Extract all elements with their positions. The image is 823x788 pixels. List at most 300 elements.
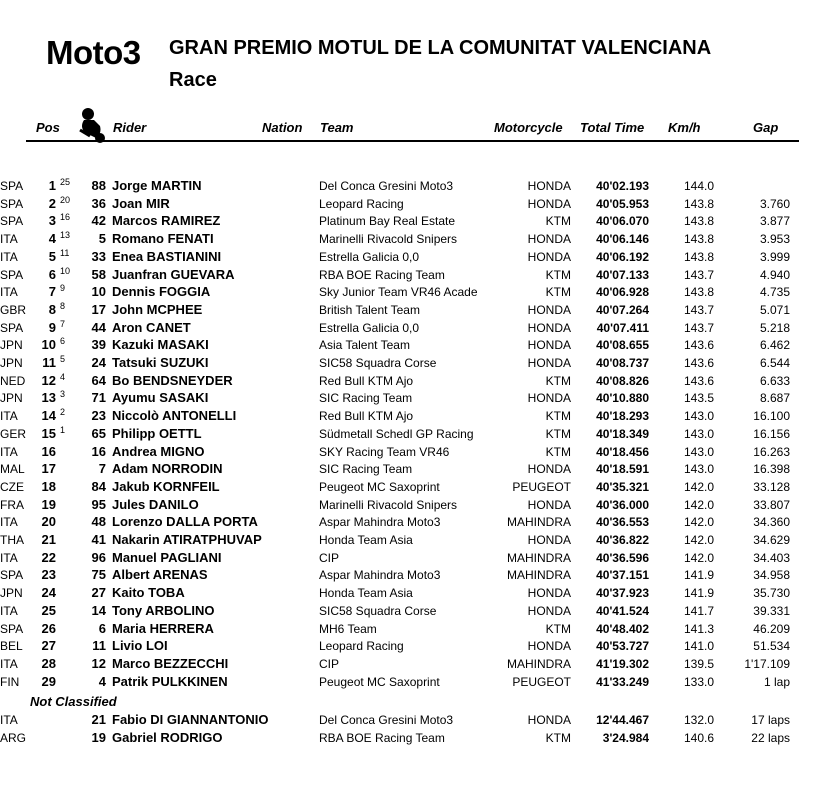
gap: 34.958 [753,568,790,583]
rider-number: 44 [91,319,106,335]
team-name: CIP [319,550,340,565]
motorcycle: KTM [545,621,571,636]
rider-number: 21 [91,712,106,727]
rider-name: Fabio DI GIANNANTONIO [112,712,269,727]
rider-nation: ITA [0,550,18,565]
result-position: 26 [41,620,56,636]
rider-number: 11 [92,638,106,654]
rider-number: 5 [98,231,106,247]
table-row [0,478,823,496]
result-position: 6 [48,266,56,282]
total-time: 41'19.302 [596,656,649,671]
rider-name: Manuel PAGLIANI [112,549,222,565]
motorcycle: HONDA [527,338,571,353]
rider-number: 23 [91,408,106,424]
rider-nation: JPN [0,356,23,370]
team-name: RBA BOE Racing Team [319,731,445,745]
rider-nation: CZE [0,479,24,494]
motorcycle: MAHINDRA [506,515,571,530]
gap: 51.534 [753,639,790,654]
rider-number: 24 [91,355,106,370]
result-position: 19 [41,496,56,512]
rider-name: Lorenzo DALLA PORTA [112,514,258,530]
table-row [0,531,823,549]
team-name: Del Conca Gresini Moto3 [319,179,454,193]
total-time: 40'08.737 [596,356,649,370]
rider-name: Nakarin ATIRATPHUVAP [112,532,262,547]
rider-nation: SPA [0,568,24,583]
grid-position: 16 [60,212,71,223]
rider-number: 16 [91,443,106,459]
gap: 16.398 [753,462,790,477]
speed-kmh: 142.0 [683,515,714,530]
result-position: 25 [41,602,56,618]
gap: 3.999 [759,249,790,264]
gap: 3.953 [759,232,790,247]
motorcycle: PEUGEOT [512,674,571,689]
rider-name: Philipp OETTL [112,425,202,441]
gap: 8.687 [759,391,790,406]
column-header-total-time: Total Time [580,120,645,135]
rider-nation: MAL [0,462,25,477]
team-name: British Talent Team [319,302,420,317]
team-name: Estrella Galicia 0,0 [319,249,420,264]
rider-name: Dennis FOGGIA [112,284,211,300]
motorcycle: HONDA [527,320,571,335]
rider-nation: ITA [0,409,18,424]
team-name: MH6 Team [319,621,377,636]
motorcycle: KTM [545,373,571,388]
rider-nation: SPA [0,196,24,211]
speed-kmh: 133.0 [683,674,714,689]
speed-kmh: 142.0 [683,550,714,565]
speed-kmh: 142.0 [683,497,714,512]
result-position: 1 [48,178,56,193]
rider-nation: NED [0,373,26,388]
grid-position: 1 [60,424,66,435]
rider-name: Albert ARENAS [112,567,208,583]
rider-nation: JPN [0,338,23,353]
rider-number: 84 [91,478,106,494]
speed-kmh: 142.0 [683,533,714,547]
rider-nation: JPN [0,391,23,406]
motorcycle: HONDA [527,586,571,601]
total-time: 40'35.321 [596,479,649,494]
rider-name: Andrea MIGNO [112,443,205,459]
result-position: 3 [48,213,56,229]
speed-kmh: 143.0 [683,426,714,441]
result-position: 8 [48,301,56,317]
rider-number: 33 [91,248,106,264]
rider-nation: ITA [0,603,18,618]
team-name: Aspar Mahindra Moto3 [319,515,441,530]
motorcycle: PEUGEOT [512,479,571,494]
motorcycle: HONDA [527,713,571,727]
rider-number: 4 [98,673,106,689]
rider-nation: SPA [0,179,24,193]
motorcycle: HONDA [527,356,571,370]
gap: 5.218 [759,320,790,335]
gap: 39.331 [753,603,790,618]
column-header-nation: Nation [262,120,303,135]
speed-kmh: 143.7 [683,302,714,317]
grid-position: 4 [60,371,66,382]
total-time: 40'36.553 [596,515,649,530]
result-position: 27 [41,638,56,654]
rider-number: 95 [91,496,106,512]
total-time: 40'07.264 [596,302,649,317]
team-name: Marinelli Rivacold Snipers [319,497,458,512]
rider-name: Jakub KORNFEIL [112,478,220,494]
result-position: 16 [41,443,56,459]
rider-nation: JPN [0,586,23,601]
grid-position: 9 [60,283,66,294]
rider-nation: SPA [0,621,24,636]
gap: 22 laps [751,731,790,745]
rider-number: 41 [91,532,106,547]
rider-nation: BEL [0,639,23,654]
table-row [0,549,823,567]
speed-kmh: 144.0 [683,179,714,193]
rider-nation: FRA [0,497,24,512]
team-name: CIP [319,656,340,671]
result-position: 2 [48,195,56,211]
rider-nation: ITA [0,232,18,247]
grid-position: 5 [60,354,66,364]
speed-kmh: 143.0 [683,444,714,459]
table-row [0,566,823,584]
total-time: 40'18.349 [596,426,649,441]
speed-kmh: 143.8 [683,232,714,247]
column-header-rider: Rider [113,120,147,135]
grid-position: 11 [60,247,70,258]
result-position: 21 [41,532,56,547]
total-time: 12'44.467 [596,713,649,727]
motorcycle: HONDA [527,462,571,477]
gap: 1 lap [763,674,790,689]
rider-name: Aron CANET [112,319,191,335]
rider-name: Jorge MARTIN [112,178,202,193]
total-time: 40'02.193 [596,179,649,193]
table-row [0,673,823,691]
table-row [0,230,823,248]
rider-name: Jules DANILO [112,496,199,512]
result-position: 24 [41,585,56,601]
gap: 17 laps [751,713,790,727]
grid-position: 7 [60,318,66,329]
rider-number: 10 [91,284,106,300]
speed-kmh: 139.5 [683,656,714,671]
speed-kmh: 141.9 [683,568,714,583]
team-name: RBA BOE Racing Team [319,267,445,282]
column-header-motorcycle: Motorcycle [494,120,563,135]
total-time: 40'36.596 [596,550,649,565]
rider-number: 6 [98,620,106,636]
team-name: Estrella Galicia 0,0 [319,320,420,335]
team-name: Honda Team Asia [319,533,413,547]
gap: 3.877 [759,214,790,229]
gap: 34.629 [753,533,790,547]
table-row [0,584,823,602]
motorcycle: KTM [545,731,571,745]
rider-name: Bo BENDSNEYDER [112,372,233,388]
rider-name: Ayumu SASAKI [112,390,209,406]
rider-name: Niccolò ANTONELLI [112,408,237,424]
page-subtitle: Race [169,69,217,91]
speed-kmh: 141.9 [683,586,714,601]
column-header-team: Team [320,120,354,135]
table-row [0,655,823,673]
result-position: 23 [41,567,56,583]
table-row [0,620,823,638]
total-time: 40'06.928 [596,285,649,300]
result-position: 18 [41,478,56,494]
team-name: Marinelli Rivacold Snipers [319,232,458,247]
gap: 33.128 [753,479,790,494]
rider-nation: ITA [0,515,18,530]
gap: 34.403 [753,550,790,565]
result-position: 17 [41,461,56,477]
table-row [0,319,823,337]
motorcycle: MAHINDRA [506,568,571,583]
speed-kmh: 132.0 [683,713,714,727]
rider-nation: SPA [0,214,24,229]
team-name: Platinum Bay Real Estate [319,214,456,229]
gap: 16.156 [753,426,790,441]
team-name: Peugeot MC Saxoprint [319,479,440,494]
result-position: 29 [41,673,56,689]
grid-position: 13 [60,230,71,241]
total-time: 40'06.192 [596,249,649,264]
not-classified-label: Not Classified [30,694,117,709]
table-row [0,212,823,230]
rider-number: 14 [91,602,106,618]
motorcycle: HONDA [527,603,571,618]
motorcycle: KTM [545,267,571,282]
table-row [0,283,823,301]
rider-nation: SPA [0,320,24,335]
rider-number: 19 [91,730,106,745]
motorcycle: HONDA [527,232,571,247]
team-name: Aspar Mahindra Moto3 [319,568,441,583]
grid-position: 10 [60,265,71,276]
rider-name: Gabriel RODRIGO [112,730,223,745]
total-time: 40'07.133 [596,267,649,282]
page-title: GRAN PREMIO MOTUL DE LA COMUNITAT VALENCIANA [169,37,712,59]
motorcycle: KTM [545,444,571,459]
speed-kmh: 143.8 [683,249,714,264]
rider-number: 71 [91,390,106,406]
rider-number: 12 [91,655,106,671]
table-row [0,336,823,354]
rider-nation: ITA [0,249,18,264]
gap: 33.807 [753,497,790,512]
total-time: 3'24.984 [602,731,649,745]
rider-number: 58 [91,266,106,282]
motorcycle: HONDA [527,302,571,317]
speed-kmh: 143.0 [683,462,714,477]
total-time: 40'36.000 [596,497,649,512]
speed-kmh: 143.7 [683,267,714,282]
rider-name: Livio LOI [112,638,168,654]
rider-number: 64 [91,372,106,388]
rider-number: 88 [91,178,106,193]
table-row [0,301,823,319]
rider-name: Marco BEZZECCHI [112,655,229,671]
rider-number: 48 [91,514,106,530]
gap: 3.760 [759,196,790,211]
speed-kmh: 143.6 [683,356,714,370]
rider-number: 39 [91,337,106,353]
motorcycle: MAHINDRA [506,656,571,671]
rider-number: 17 [91,301,106,317]
grid-position: 3 [60,389,66,400]
grid-position: 2 [60,407,66,418]
speed-kmh: 143.8 [683,214,714,229]
total-time: 41'33.249 [596,674,649,689]
team-name: Sky Junior Team VR46 Acade [319,285,478,300]
table-row [0,637,823,655]
table-row [0,195,823,213]
motorcycle: HONDA [527,533,571,547]
grid-position: 20 [60,194,71,205]
total-time: 40'53.727 [596,639,649,654]
team-name: Leopard Racing [319,639,404,654]
rider-number: 75 [91,567,106,583]
gap: 46.209 [753,621,790,636]
gap: 16.100 [753,409,790,424]
team-name: Leopard Racing [319,196,404,211]
rider-name: Juanfran GUEVARA [112,266,235,282]
total-time: 40'36.822 [596,533,649,547]
result-position: 22 [41,549,56,565]
table-row [0,496,823,514]
speed-kmh: 143.7 [683,320,714,335]
motorcycle: KTM [545,285,571,300]
speed-kmh: 141.3 [683,621,714,636]
rider-name: Enea BASTIANINI [112,248,222,264]
motorcycle: MAHINDRA [506,550,571,565]
table-row [0,248,823,266]
motorcycle: KTM [545,409,571,424]
header-divider [26,140,799,142]
motorcycle: HONDA [527,249,571,264]
result-position: 20 [41,514,56,530]
team-name: Red Bull KTM Ajo [319,373,414,388]
motorcycle: KTM [545,214,571,229]
column-header-gap: Gap [753,120,779,135]
motorcycle: HONDA [527,391,571,406]
rider-nation: ITA [0,713,18,727]
rider-name: Tony ARBOLINO [112,602,215,618]
column-header-kmh: Km/h [668,120,701,135]
motorcycle: HONDA [527,497,571,512]
rider-name: Adam NORRODIN [112,461,223,477]
total-time: 40'41.524 [596,603,649,618]
total-time: 40'48.402 [596,621,649,636]
rider-name: Tatsuki SUZUKI [112,355,209,370]
rider-number: 27 [91,585,106,601]
team-name: SIC58 Squadra Corse [319,603,437,618]
gap: 34.360 [753,515,790,530]
team-name: Peugeot MC Saxoprint [319,674,440,689]
total-time: 40'08.826 [596,373,649,388]
team-name: SIC Racing Team [319,391,413,406]
grid-position: 6 [60,336,66,347]
rider-nation: THA [0,533,24,547]
total-time: 40'05.953 [596,196,649,211]
total-time: 40'08.655 [596,338,649,353]
table-row [0,177,823,195]
total-time: 40'37.923 [596,586,649,601]
motorcycle: HONDA [527,196,571,211]
result-position: 5 [48,248,56,264]
result-position: 10 [41,337,56,353]
speed-kmh: 143.6 [683,373,714,388]
rider-name: John MCPHEE [112,301,203,317]
rider-nation: ITA [0,444,18,459]
rider-name: Joan MIR [112,195,170,211]
table-row [0,425,823,443]
team-name: Südmetall Schedl GP Racing [319,426,474,441]
speed-kmh: 143.8 [683,196,714,211]
gap: 1'17.109 [744,656,790,671]
rider-nation: ITA [0,656,18,671]
rider-nation: GER [0,426,27,441]
gap: 4.735 [759,285,790,300]
rider-number: 42 [91,213,106,229]
gap: 6.544 [759,356,790,370]
column-header-pos: Pos [36,120,60,135]
table-row [0,389,823,407]
gap: 5.071 [759,302,790,317]
table-row [0,513,823,531]
table-row [0,729,823,747]
rider-number: 96 [91,549,106,565]
team-name: SIC58 Squadra Corse [319,356,437,370]
gap: 6.462 [759,338,790,353]
team-name: Honda Team Asia [319,586,413,601]
table-row [0,266,823,284]
speed-kmh: 143.6 [683,338,714,353]
team-name: SKY Racing Team VR46 [319,444,450,459]
team-name: Del Conca Gresini Moto3 [319,713,454,727]
grid-position: 8 [60,300,66,311]
table-row [0,407,823,425]
team-name: Asia Talent Team [319,338,410,353]
rider-number: 7 [98,461,106,477]
rider-name: Maria HERRERA [112,620,214,636]
result-position: 28 [41,655,56,671]
rider-nation: GBR [0,302,27,317]
speed-kmh: 143.5 [683,391,714,406]
motorcycle-rider-icon [76,106,110,144]
table-row [0,602,823,620]
gap: 35.730 [753,586,790,601]
rider-nation: SPA [0,267,24,282]
motorcycle: KTM [545,426,571,441]
rider-name: Kazuki MASAKI [112,337,209,353]
rider-nation: ITA [0,285,18,300]
result-position: 13 [41,390,56,406]
total-time: 40'18.591 [596,462,649,477]
rider-name: Marcos RAMIREZ [112,213,221,229]
grid-position: 25 [60,177,71,187]
result-position: 9 [48,319,56,335]
speed-kmh: 141.0 [683,639,714,654]
speed-kmh: 142.0 [683,479,714,494]
table-row [0,711,823,729]
